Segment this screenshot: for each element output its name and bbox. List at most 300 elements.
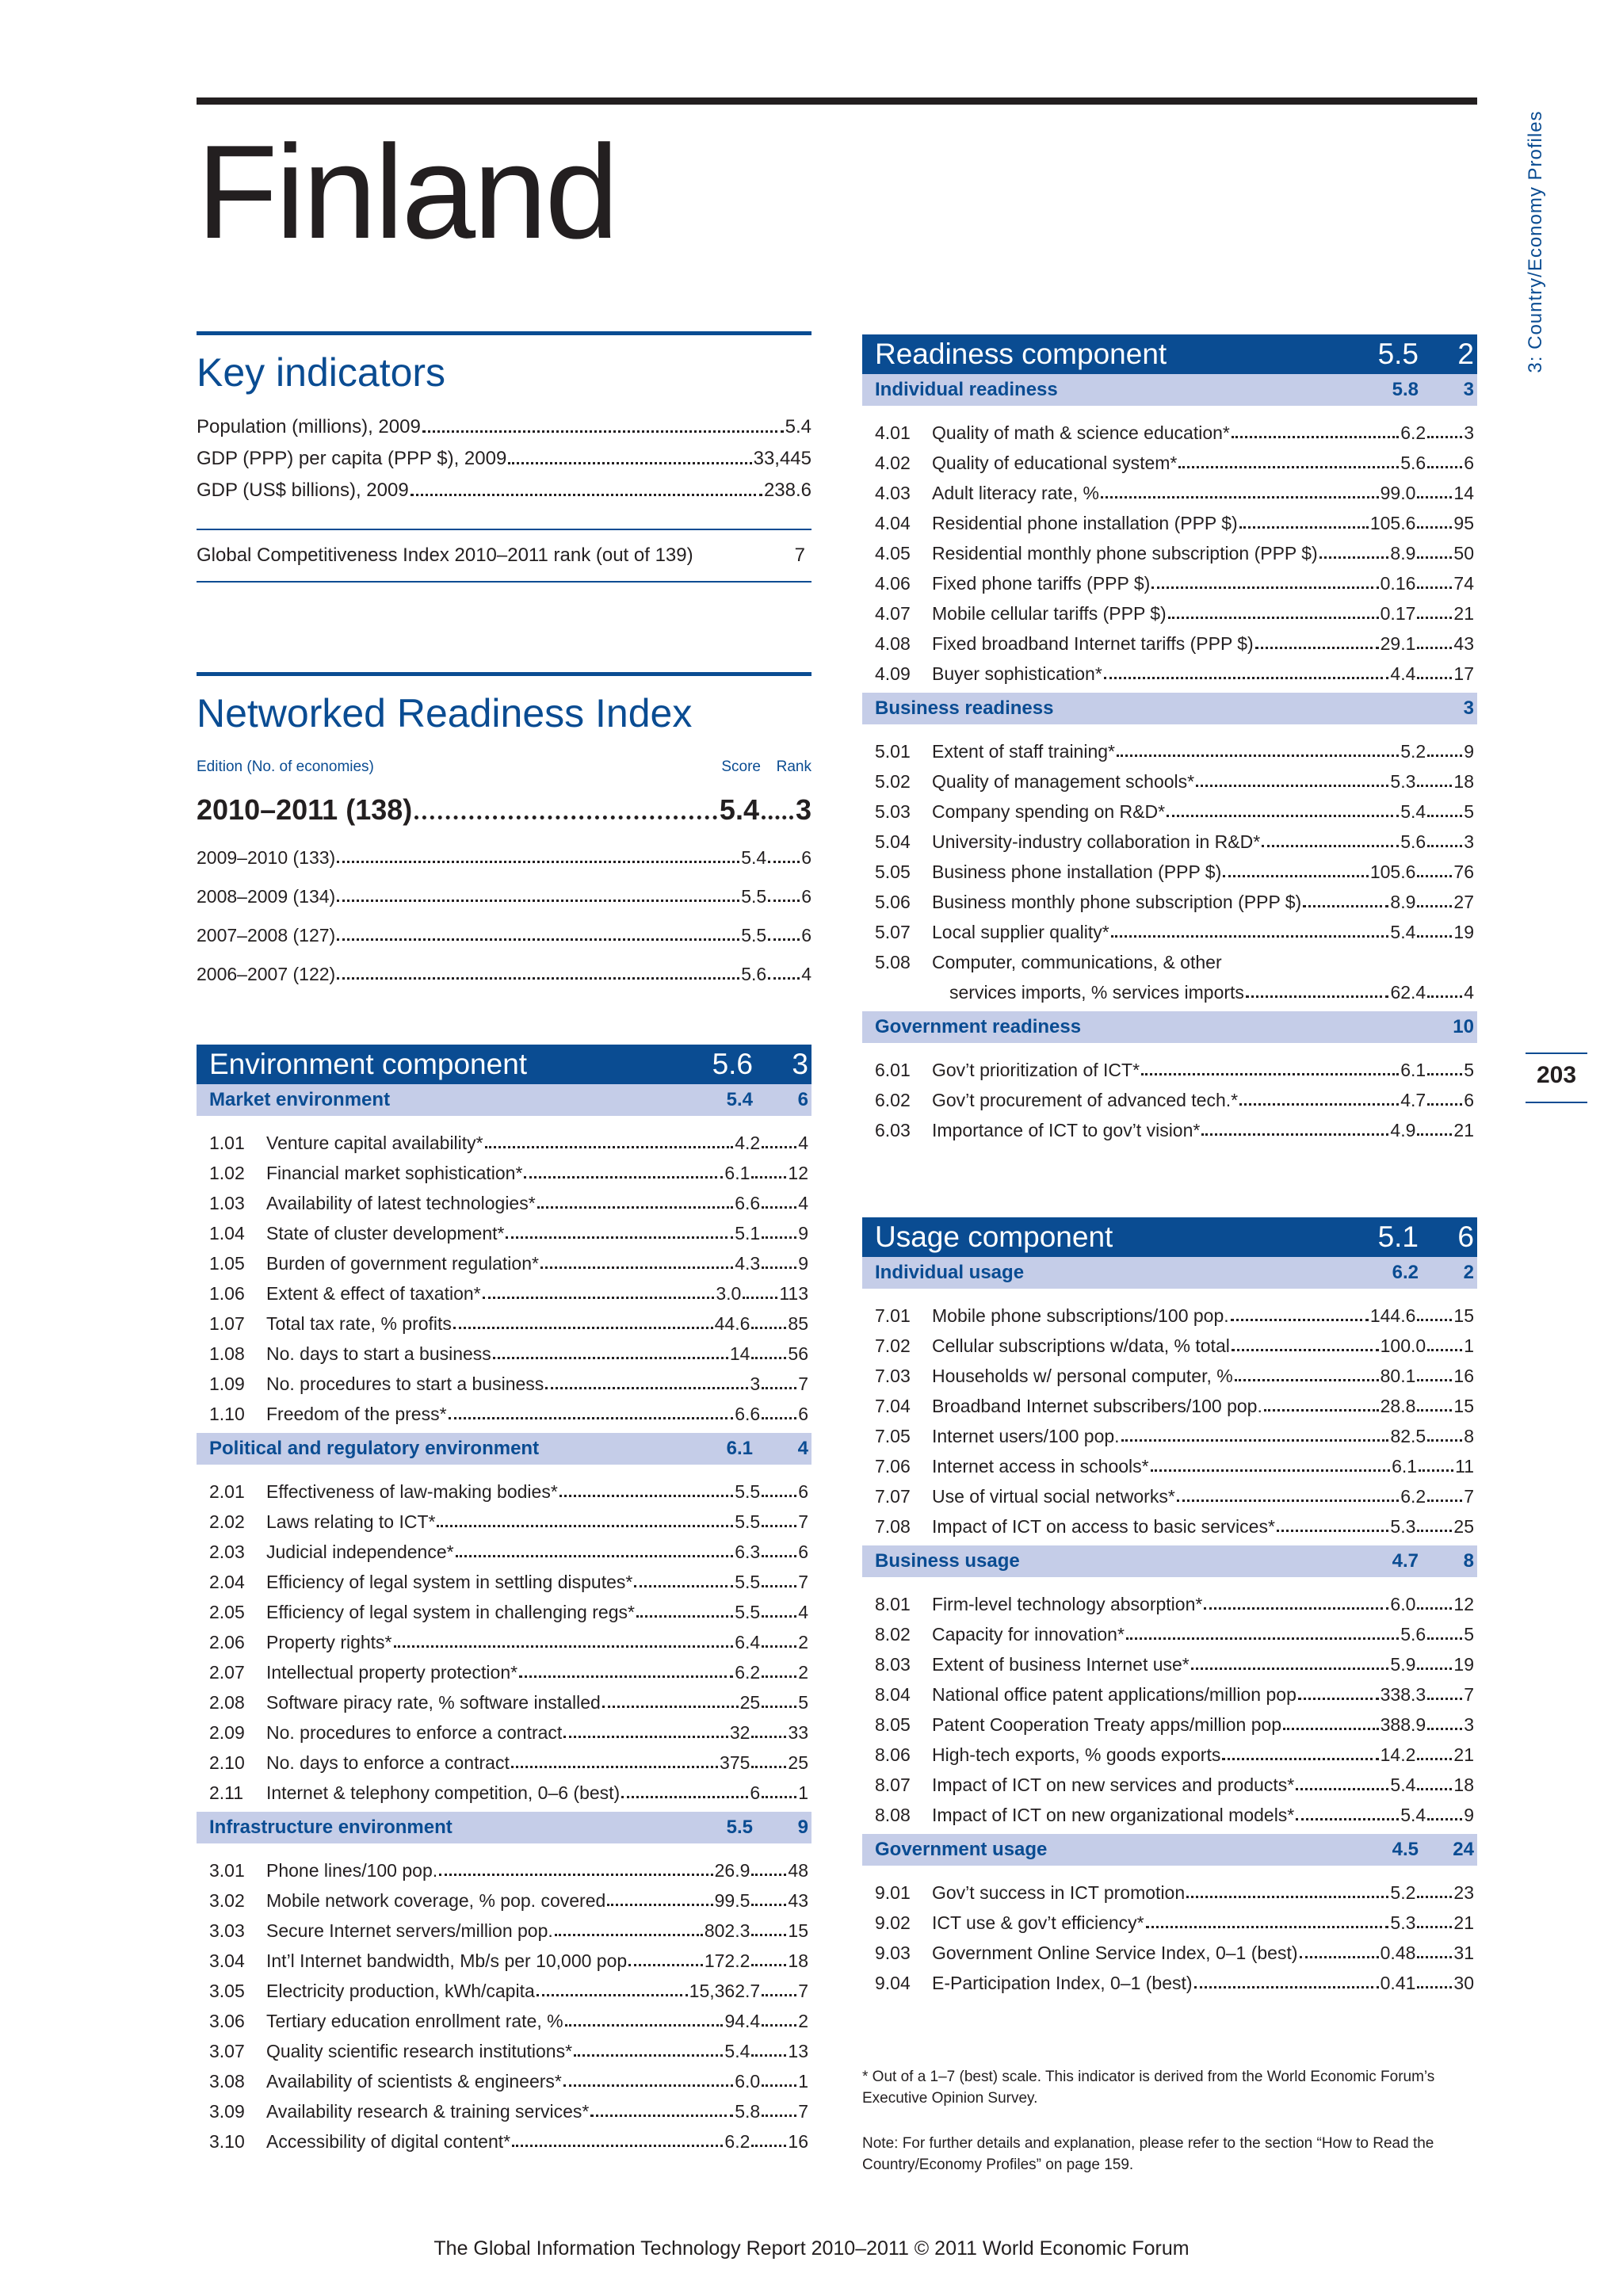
dot-leader — [1417, 1409, 1452, 1412]
indicator-rank: 5 — [1464, 1060, 1474, 1080]
component-rank: 6 — [1457, 1221, 1474, 1253]
indicator-rank: 5 — [1464, 1624, 1474, 1645]
indicator-score: 6.2 — [735, 1662, 761, 1683]
key-indicator-list — [197, 407, 812, 502]
indicator-score: 6.1 — [1392, 1456, 1418, 1477]
dot-leader — [453, 1327, 713, 1329]
dot-leader — [607, 1904, 712, 1906]
indicator-rank: 25 — [1453, 1516, 1474, 1537]
indicator-label: Property rights* — [266, 1632, 392, 1652]
indicator-rank: 8 — [1464, 1426, 1474, 1446]
dot-leader — [1262, 845, 1399, 847]
indicator-label: Government Online Service Index, 0–1 (best) — [932, 1943, 1298, 1963]
indicator-rank: 113 — [779, 1283, 808, 1304]
indicator-label: Cellular subscriptions w/data, % total — [932, 1335, 1230, 1356]
dot-leader — [1417, 785, 1452, 787]
indicator-score: 375 — [720, 1752, 750, 1773]
indicator-code: 4.09 — [875, 663, 911, 684]
indicator-score: 80.1 — [1380, 1366, 1416, 1386]
indicator-score: 44.6 — [714, 1313, 750, 1334]
subindex-rank: 3 — [1463, 697, 1474, 719]
indicator-label: Internet access in schools* — [932, 1456, 1149, 1477]
dot-leader — [762, 1706, 796, 1708]
gci-rank-row: Global Competitiveness Index 2010–2011 rank (out of 139) 7 — [197, 544, 805, 566]
indicator-label: High-tech exports, % goods exports — [932, 1744, 1221, 1765]
indicator-row — [197, 2092, 812, 2122]
indicator-rank: 2 — [798, 1632, 808, 1652]
indicator-score: 105.6 — [1369, 861, 1416, 882]
indicator-rank: 6 — [798, 1541, 808, 1562]
indicator-code: 3.01 — [209, 1860, 245, 1881]
indicator-label: Mobile phone subscriptions/100 pop. — [932, 1305, 1229, 1326]
indicator-code: 8.04 — [875, 1684, 911, 1705]
indicator-row — [197, 1124, 812, 1154]
nri-header: Edition (No. of economies) Score Rank — [197, 758, 812, 775]
indicator-score: 100.0 — [1380, 1335, 1426, 1356]
indicator-code: 3.08 — [209, 2071, 245, 2092]
dot-leader — [1419, 1469, 1453, 1472]
indicator-rank: 3 — [1464, 1714, 1474, 1735]
indicator-code: 8.02 — [875, 1624, 911, 1645]
indicator-score: 99.5 — [714, 1890, 750, 1911]
dot-leader — [1417, 1319, 1452, 1321]
indicator-label: Extent & effect of taxation* — [266, 1283, 481, 1304]
nri-row: 2006–2007 (122) 5.6 4 — [197, 964, 812, 984]
dot-leader — [511, 1766, 718, 1768]
indicator-label: Gov’t success in ICT promotion — [932, 1882, 1186, 1903]
indicator-label: Availability research & training services* — [266, 2101, 590, 2122]
indicator-rank: 18 — [1453, 1775, 1474, 1795]
indicator-code: 3.04 — [209, 1950, 245, 1971]
component-header — [862, 334, 1477, 374]
dot-leader — [1296, 1818, 1399, 1820]
indicator-label: Venture capital availability* — [266, 1133, 483, 1153]
indicator-row — [197, 1365, 812, 1395]
indicator-label: Impact of ICT on access to basic services* — [932, 1516, 1275, 1537]
indicator-code: 9.04 — [875, 1973, 911, 1993]
indicator-code: 7.01 — [875, 1305, 911, 1326]
indicator-score: 6.2 — [1400, 1486, 1426, 1507]
indicator-score: 105.6 — [1369, 513, 1416, 533]
indicator-list — [862, 1289, 1477, 1542]
indicator-code: 8.05 — [875, 1714, 911, 1735]
subindex-header — [862, 1011, 1477, 1043]
indicator-code: 4.03 — [875, 483, 911, 503]
indicator-label: Capacity for innovation* — [932, 1624, 1125, 1645]
indicator-score: 6.6 — [735, 1404, 761, 1424]
dot-leader — [762, 1555, 796, 1557]
indicator-code: 7.02 — [875, 1335, 911, 1356]
indicator-code: 7.07 — [875, 1486, 911, 1507]
dot-leader — [1427, 755, 1462, 757]
indicator-score: 82.5 — [1390, 1426, 1426, 1446]
dot-leader — [512, 2145, 723, 2147]
dot-leader — [1232, 436, 1399, 438]
dot-leader — [762, 1525, 796, 1527]
indicator-rank: 4 — [1464, 982, 1474, 1003]
dot-leader — [1427, 466, 1462, 468]
dot-leader — [1427, 1349, 1462, 1351]
dot-leader — [1126, 1637, 1399, 1640]
indicator-label: Gov’t prioritization of ICT* — [932, 1060, 1140, 1080]
indicator-score: 6.3 — [735, 1541, 761, 1562]
dot-leader — [762, 1495, 796, 1497]
indicator-score: 3 — [750, 1373, 761, 1394]
indicator-rank: 7 — [798, 1373, 808, 1394]
indicator-score: 5.4 — [1400, 1805, 1426, 1825]
dot-leader — [1186, 1896, 1388, 1898]
dot-leader — [1417, 1379, 1452, 1381]
indicator-code: 6.02 — [875, 1090, 911, 1110]
dot-leader — [1417, 1758, 1452, 1760]
indicator-code: 4.07 — [875, 603, 911, 624]
indicator-rank: 50 — [1453, 543, 1474, 563]
subindex-header — [862, 1545, 1477, 1577]
indicator-code: 3.06 — [209, 2011, 245, 2031]
subindex-rank: 10 — [1453, 1016, 1474, 1037]
indicator-row — [862, 1615, 1477, 1645]
indicator-label: services imports, % services imports — [949, 982, 1244, 1003]
dot-leader — [1427, 845, 1462, 847]
indicator-code: 2.05 — [209, 1602, 245, 1622]
indicator-code: 4.08 — [875, 633, 911, 654]
subindex-rank: 9 — [797, 1817, 808, 1838]
dot-leader — [1427, 1818, 1462, 1820]
dot-leader — [1194, 1986, 1379, 1988]
dot-leader — [493, 1357, 728, 1359]
indicator-rank: 2 — [798, 2011, 808, 2031]
indicator-score: 6.2 — [1400, 422, 1426, 443]
indicator-code: 2.07 — [209, 1662, 245, 1683]
subindex-header — [862, 374, 1477, 406]
dot-leader — [1427, 1728, 1462, 1730]
dot-leader — [762, 1645, 796, 1648]
subindex-score: 5.4 — [726, 1089, 753, 1110]
indicator-score: 5.3 — [1390, 771, 1416, 792]
indicator-row — [197, 1154, 812, 1184]
indicator-score: 28.8 — [1380, 1396, 1416, 1416]
indicator-code: 2.11 — [209, 1782, 244, 1803]
indicator-list — [862, 1043, 1477, 1146]
indicator-score: 5.3 — [1390, 1516, 1416, 1537]
indicator-list — [197, 1843, 812, 2157]
indicator-label: Extent of staff training* — [932, 741, 1115, 762]
section-rule — [197, 331, 812, 335]
indicator-score: 6.4 — [735, 1632, 761, 1652]
subindex-header — [197, 1084, 812, 1116]
indicator-row — [197, 1912, 812, 1942]
indicator-label: Households w/ personal computer, % — [932, 1366, 1233, 1386]
dot-leader — [1417, 905, 1452, 907]
indicator-rank: 7 — [1464, 1486, 1474, 1507]
dot-leader — [1151, 586, 1378, 589]
dot-leader — [1239, 526, 1369, 529]
indicator-row — [862, 1417, 1477, 1447]
dot-leader — [1417, 875, 1452, 877]
subindex-title: Business readiness — [875, 697, 1054, 719]
dot-leader — [628, 1964, 703, 1966]
subindex-score: 5.5 — [726, 1817, 753, 1838]
dot-leader — [437, 1525, 733, 1527]
indicator-rank: 11 — [1455, 1456, 1474, 1477]
indicator-score: 5.2 — [1400, 741, 1426, 762]
indicator-row — [862, 883, 1477, 913]
indicator-label: Laws relating to ICT* — [266, 1511, 436, 1532]
indicator-code: 4.02 — [875, 453, 911, 473]
indicator-row — [862, 625, 1477, 655]
indicator-label: Residential monthly phone subscription (PPP $) — [932, 543, 1318, 563]
indicator-code: 2.02 — [209, 1511, 245, 1532]
divider — [197, 581, 812, 583]
dot-leader — [449, 1417, 734, 1419]
indicator-rank: 5 — [1464, 801, 1474, 822]
indicator-rank: 4 — [798, 1193, 808, 1213]
component-title: Environment component — [209, 1048, 528, 1080]
indicator-rank: 7 — [798, 2101, 808, 2122]
indicator-rank: 27 — [1453, 892, 1474, 912]
indicator-label: No. procedures to enforce a contract — [266, 1722, 563, 1743]
indicator-code: 8.07 — [875, 1775, 911, 1795]
indicator-label: Electricity production, kWh/capita — [266, 1981, 535, 2001]
dot-leader — [1298, 1698, 1379, 1700]
indicator-score: 4.7 — [1400, 1090, 1426, 1110]
indicator-code: 4.06 — [875, 573, 911, 594]
dot-leader — [1417, 1788, 1452, 1790]
subindex-score: 6.1 — [726, 1438, 753, 1459]
indicator-row — [862, 1051, 1477, 1081]
dot-leader — [743, 1297, 777, 1299]
environment-component — [197, 1045, 812, 2157]
indicator-score: 6.1 — [724, 1163, 750, 1183]
indicator-code: 5.02 — [875, 771, 911, 792]
indicator-list — [197, 1465, 812, 1809]
dot-leader — [1417, 556, 1452, 559]
dot-leader — [1417, 647, 1452, 649]
dot-leader — [1427, 1103, 1462, 1106]
indicator-row — [862, 1297, 1477, 1327]
indicator-row — [197, 1942, 812, 1972]
page-number-rule-bottom — [1526, 1102, 1587, 1103]
dot-leader — [1111, 935, 1389, 938]
dot-leader — [762, 1994, 796, 1996]
indicator-rank: 19 — [1453, 922, 1474, 942]
dot-leader — [1427, 1499, 1462, 1502]
indicator-code: 1.08 — [209, 1343, 245, 1364]
dot-leader — [1417, 1607, 1452, 1610]
indicator-rank: 30 — [1453, 1973, 1474, 1993]
indicator-code: 5.05 — [875, 861, 911, 882]
indicator-score: 8.9 — [1390, 543, 1416, 563]
indicator-score: 6.0 — [735, 2071, 761, 2092]
indicator-rank: 7 — [798, 1981, 808, 2001]
indicator-code: 5.01 — [875, 741, 911, 762]
indicator-label: Financial market sophistication* — [266, 1163, 523, 1183]
indicator-rank: 19 — [1453, 1654, 1474, 1675]
subindex-rank: 3 — [1463, 379, 1474, 400]
indicator-label: University-industry collaboration in R&D* — [932, 831, 1261, 852]
indicator-code: 2.03 — [209, 1541, 245, 1562]
indicator-score: 338.3 — [1380, 1684, 1426, 1705]
indicator-score: 4.9 — [1390, 1120, 1416, 1140]
indicator-code: 9.01 — [875, 1882, 911, 1903]
indicator-row — [862, 1736, 1477, 1766]
indicator-code: 7.08 — [875, 1516, 911, 1537]
dot-leader — [1239, 1103, 1399, 1106]
dot-leader — [1417, 617, 1452, 619]
dot-leader — [524, 1176, 723, 1179]
section-title: Networked Readiness Index — [197, 691, 693, 735]
indicator-list — [862, 1866, 1477, 1999]
dot-leader — [1255, 647, 1379, 649]
dot-leader — [636, 1615, 733, 1618]
indicator-code: 1.04 — [209, 1223, 245, 1244]
indicator-rank: 4 — [798, 1133, 808, 1153]
page-number: 203 — [1536, 1062, 1577, 1088]
indicator-row — [197, 1744, 812, 1774]
indicator-row — [862, 1675, 1477, 1706]
indicator-code: 4.01 — [875, 422, 911, 443]
indicator-label: Quality scientific research institutions* — [266, 2041, 573, 2061]
indicator-rank: 5 — [798, 1692, 808, 1713]
indicator-rank: 12 — [788, 1163, 808, 1183]
subindex-header — [862, 693, 1477, 724]
dot-leader — [456, 1555, 734, 1557]
indicator-row — [862, 504, 1477, 534]
indicator-code: 1.03 — [209, 1193, 245, 1213]
indicator-label: No. days to start a business — [266, 1343, 491, 1364]
dot-leader — [1235, 1379, 1379, 1381]
dot-leader — [559, 1495, 733, 1497]
dot-leader — [545, 1387, 748, 1389]
indicator-label: Patent Cooperation Treaty apps/million pop — [932, 1714, 1282, 1735]
dot-leader — [1146, 1926, 1389, 1928]
indicator-score: 6.0 — [1390, 1594, 1416, 1614]
indicator-score: 0.16 — [1380, 573, 1416, 594]
indicator-rank: 4 — [798, 1602, 808, 1622]
dot-leader — [762, 2115, 796, 2117]
indicator-rank: 14 — [1453, 483, 1474, 503]
indicator-label: Fixed phone tariffs (PPP $) — [932, 573, 1151, 594]
indicator-code: 8.06 — [875, 1744, 911, 1765]
indicator-label: Fixed broadband Internet tariffs (PPP $) — [932, 633, 1254, 654]
indicator-row — [862, 444, 1477, 474]
indicator-score: 172.2 — [704, 1950, 750, 1971]
dot-leader — [574, 2054, 723, 2057]
asterisk-note: * Out of a 1–7 (best) scale. This indicator is derived from the World Economic Forum’s Executive Opinion Survey. — [862, 2069, 1435, 2107]
dot-leader — [1196, 785, 1388, 787]
dot-leader — [485, 1146, 734, 1148]
indicator-code: 6.03 — [875, 1120, 911, 1140]
indicator-rank: 85 — [788, 1313, 808, 1334]
dot-leader — [762, 1146, 796, 1148]
dot-leader — [762, 1585, 796, 1587]
indicator-score: 0.17 — [1380, 603, 1416, 624]
indicator-row — [197, 1214, 812, 1244]
indicator-label: Availability of scientists & engineers* — [266, 2071, 562, 2092]
indicator-label: Accessibility of digital content* — [266, 2131, 511, 2152]
indicator-row — [862, 1904, 1477, 1934]
indicator-score: 5.3 — [1390, 1912, 1416, 1933]
subindex-header — [197, 1433, 812, 1465]
dot-leader — [1417, 1530, 1452, 1532]
indicator-code: 1.05 — [209, 1253, 245, 1274]
indicator-score: 5.5 — [735, 1481, 761, 1502]
nri-row: 2009–2010 (133) 5.4 6 — [197, 847, 812, 868]
indicator-row — [197, 1503, 812, 1533]
indicator-code: 7.04 — [875, 1396, 911, 1416]
dot-leader — [1167, 815, 1399, 817]
indicator-row — [862, 1387, 1477, 1417]
key-indicator-row: GDP (PPP) per capita (PPP $), 2009 33,445 — [197, 448, 812, 469]
dot-leader — [394, 1645, 734, 1648]
dot-leader — [751, 1327, 786, 1329]
dot-leader — [1168, 617, 1379, 619]
dot-leader — [519, 1675, 733, 1678]
indicator-rank: 17 — [1453, 663, 1474, 684]
dot-leader — [1121, 1439, 1389, 1442]
subindex-title: Political and regulatory environment — [209, 1438, 540, 1459]
indicator-row — [197, 2062, 812, 2092]
component-header — [862, 1217, 1477, 1257]
indicator-row — [197, 1972, 812, 2002]
indicator-label: Quality of educational system* — [932, 453, 1178, 473]
indicator-score: 5.5 — [735, 1602, 761, 1622]
indicator-label: Phone lines/100 pop. — [266, 1860, 438, 1881]
indicator-row — [862, 1081, 1477, 1111]
dot-leader — [1191, 1668, 1389, 1670]
indicator-list — [862, 406, 1477, 690]
dot-leader — [751, 1874, 786, 1876]
top-rule — [197, 97, 1477, 105]
reading-note: Note: For further details and explanation, please refer to the section “How to Read the Country/Economy Profiles” on page 159. — [862, 2135, 1434, 2173]
component-score: 5.5 — [1377, 338, 1419, 370]
indicator-rank: 18 — [1453, 771, 1474, 792]
dot-leader — [1417, 1896, 1452, 1898]
indicator-code: 2.09 — [209, 1722, 245, 1743]
indicator-score: 5.4 — [724, 2041, 750, 2061]
indicator-row — [197, 1881, 812, 1912]
dot-leader — [483, 1297, 715, 1299]
indicator-label: Computer, communications, & other — [932, 952, 1222, 972]
indicator-row — [862, 564, 1477, 594]
dot-leader — [1177, 1499, 1399, 1502]
indicator-label: Impact of ICT on new services and products* — [932, 1775, 1295, 1795]
indicator-rank: 2 — [798, 1662, 808, 1683]
indicator-row — [197, 1593, 812, 1623]
nri-row: 2007–2008 (127) 5.5 6 — [197, 925, 812, 946]
dot-leader — [751, 1934, 786, 1936]
indicator-rank: 6 — [798, 1404, 808, 1424]
indicator-row — [862, 913, 1477, 943]
component-rank: 2 — [1457, 338, 1474, 370]
dot-leader — [506, 1236, 733, 1239]
dot-leader — [439, 1874, 713, 1876]
indicator-row — [862, 1327, 1477, 1357]
indicator-score: 6.1 — [1400, 1060, 1426, 1080]
indicator-score: 6 — [750, 1782, 761, 1803]
indicator-row — [862, 1874, 1477, 1904]
dot-leader — [751, 2145, 786, 2147]
indicator-score: 94.4 — [724, 2011, 761, 2031]
indicator-rank: 95 — [1453, 513, 1474, 533]
dot-leader — [1296, 1788, 1388, 1790]
subindex-header — [862, 1257, 1477, 1289]
dot-leader — [751, 1964, 786, 1966]
indicator-row — [197, 1653, 812, 1683]
indicator-code: 4.04 — [875, 513, 911, 533]
subindex-title: Market environment — [209, 1089, 391, 1110]
indicator-label: Software piracy rate, % software installed — [266, 1692, 601, 1713]
